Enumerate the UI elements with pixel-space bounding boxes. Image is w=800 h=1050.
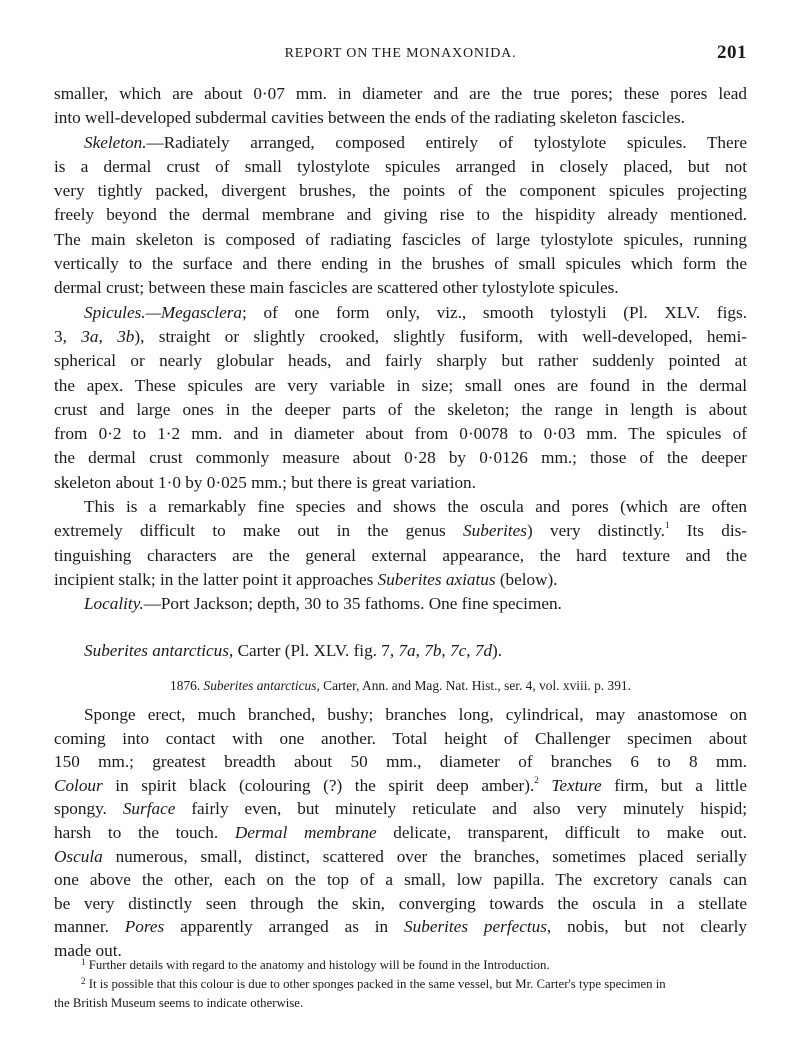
text-line: into well-developed subdermal cavities between the ends of the radiating skeleton fascicles. [54,108,685,128]
text-line: crust and large ones in the deeper parts of the skeleton; the range in length is about [54,399,747,419]
text-line: made out. [54,940,122,960]
text-line: be very distinctly seen through the skin, converging towards the oscula in a stellate [54,893,747,913]
text-line: freely beyond the dermal membrane and giving rise to the hispidity already mentioned. [54,205,747,225]
text-line: Colour in spirit black (colouring (?) the spirit deep amber).$^2$ Texture firm, but a little [54,774,747,795]
text-line: Oscula numerous, small, distinct, scattered over the branches, sometimes placed serially [54,846,747,866]
remarks-paragraph-start: This is a remarkably fine species and shows the oscula and pores (which are often [84,497,747,517]
spicules-paragraph-start: Spicules.—Megasclera; of one form only, viz., smooth tylostyli (Pl. XLV. figs. [84,302,747,322]
synonymy-citation: 1876. Suberites antarcticus, Carter, Ann. and Mag. Nat. Hist., ser. 4, vol. xviii. p. 391. [170,678,631,693]
surface-label: Surface [122,799,176,819]
text-line: The main skeleton is composed of radiating fascicles of large tylostylote spicules, running [54,229,747,249]
text-line: coming into contact with one another. Total height of Challenger specimen about [54,728,747,748]
texture-label: Texture [551,775,602,795]
text-line: 3, 3a, 3b), straight or slightly crooked, slightly fusiform, with well-developed, hemi- [54,326,748,346]
species-title: Suberites antarcticus [84,641,229,660]
locality-paragraph: Locality.—Port Jackson; depth, 30 to 35 fathoms. One fine specimen. [84,594,562,614]
megasclera-label: —Megasclera [145,302,242,322]
text-line: skeleton about 1·0 by 0·025 mm.; but there is great variation. [54,472,476,492]
running-title: REPORT ON THE MONAXONIDA. [284,46,517,61]
species-heading: Suberites antarcticus, Carter (Pl. XLV. fig. 7, 7a, 7b, 7c, 7d). [84,641,503,660]
genus-name: Suberites [463,521,527,541]
text-line: spherical or nearly globular heads, and fairly sharply but rather suddenly pointed at [54,351,747,371]
text-line: the apex. These spicules are very variable in size; small ones are found in the dermal [54,375,747,395]
locality-label: Locality. [84,594,144,614]
text-line: one above the other, each on the top of a small, low papilla. The excretory canals can [54,870,747,890]
text-line: from 0·2 to 1·2 mm. and in diameter about from 0·0078 to 0·03 mm. The spicules of [54,424,747,444]
species-description [54,703,747,963]
pores-label: Pores [124,917,165,937]
text-line: harsh to the touch. Dermal membrane delicate, transparent, difficult to make out. [54,822,747,842]
footnote-ref-2[interactable]: 2 [534,774,539,785]
text-line: manner. Pores apparently arranged as in Suberites perfectus, nobis, but not clearly [54,917,747,937]
text-line: is a dermal crust of small tylostylote spicules arranged in closely placed, but not [54,156,747,176]
main-text [54,82,747,617]
skeleton-label: Skeleton. [84,132,147,152]
text-line: spongy. Surface fairly even, but minutely reticulate and also very minutely hispid; [54,799,748,819]
text-line: smaller, which are about 0·07 mm. in diameter and are the true pores; these pores lead [54,84,747,103]
text-line: 150 mm.; greatest breadth about 50 mm., diameter of branches 6 to 8 mm. [54,752,747,772]
footnote-ref-1[interactable]: 1 [664,520,670,531]
species-name: Suberites perfectus [404,917,547,937]
text-line: Sponge erect, much branched, bushy; branches long, cylindrical, may anastomose on [84,705,747,724]
spicules-label: Spicules. [84,302,146,322]
running-head [54,42,747,66]
species-name: Suberites axiatus [377,569,496,589]
footnote-2: $^2$ It is possible that this colour is due to other sponges packed in the same vessel, but Mr. Carter's type specimen in the British Museum seems to indicate otherwise. [54,976,666,1010]
text-line: the dermal crust commonly measure about 0·28 by 0·0126 mm.; those of the deeper [54,448,747,468]
dermal-membrane-label: Dermal membrane [234,822,377,842]
text-line: tinguishing characters are the general external appearance, the hard texture and the [54,545,747,565]
text-line: dermal crust; between these main fascicles are scattered other tylostylote spicules. [54,278,619,298]
text-line: very tightly packed, divergent brushes, the points of the component spicules projecting [54,181,747,201]
footnotes [54,956,747,1013]
text-line: extremely difficult to make out in the genus Suberites) very distinctly.$^1$ Its dis- [54,520,748,541]
oscula-label: Oscula [54,846,103,866]
page-number: 201 [717,42,747,63]
text-line: incipient stalk; in the latter point it approaches Suberites axiatus (below). [54,569,558,589]
text-line: vertically to the surface and there ending in the brushes of small spicules which form the [54,254,747,274]
colour-label: Colour [54,775,103,795]
skeleton-paragraph-start: Skeleton.—Radiately arranged, composed entirely of tylostylote spicules. There [84,132,747,152]
footnote-1: $^1$ Further details with regard to the anatomy and histology will be found in the Introduction. [81,957,550,972]
